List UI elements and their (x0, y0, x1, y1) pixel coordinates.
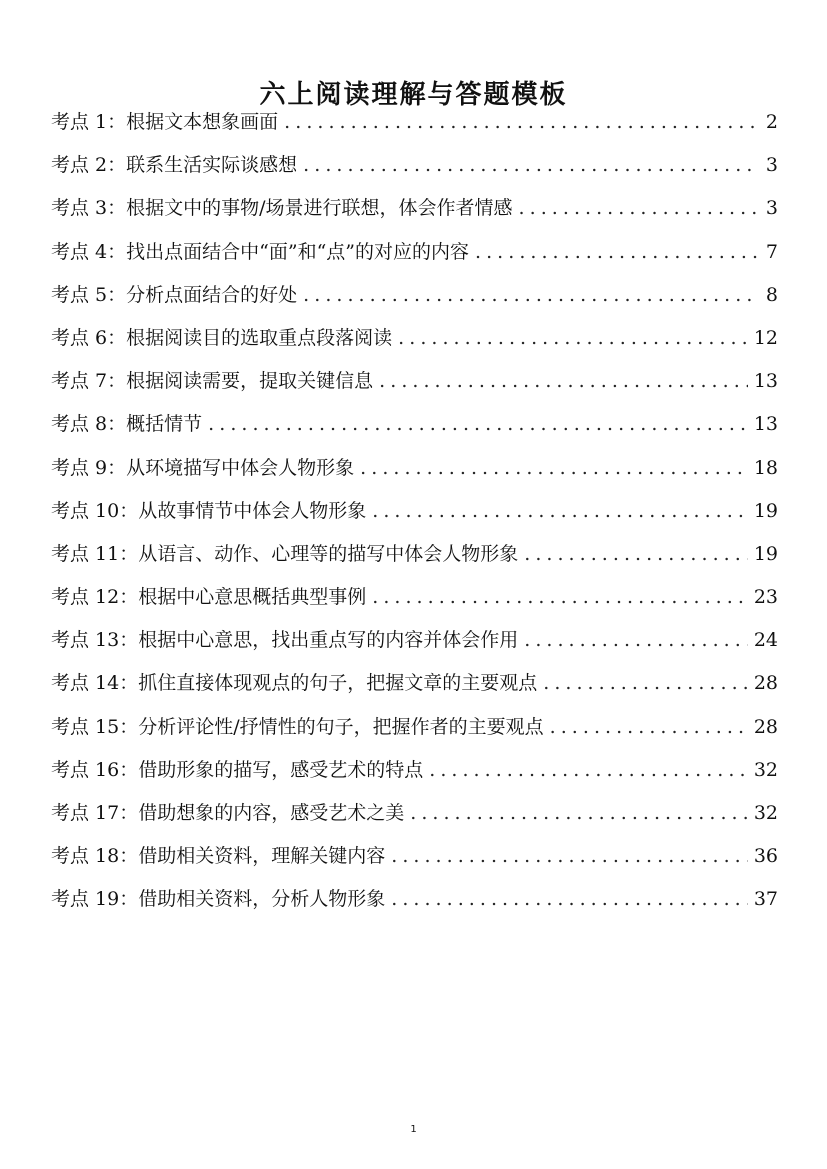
toc-entry-page: 7 (765, 240, 778, 263)
page-title: 六上阅读理解与答题模板 (259, 80, 568, 111)
toc-dot-leader (372, 492, 748, 530)
toc-dot-leader (372, 578, 748, 616)
toc-entry-title: 根据文本想象画面 (126, 111, 279, 133)
toc-entry-label: 考点 11： (51, 542, 139, 565)
toc-entry-label: 考点 16： (51, 758, 139, 781)
toc-entry-page: 24 (753, 629, 778, 652)
toc-entry-page: 13 (753, 370, 778, 393)
toc-entry-title: 分析评论性/抒情性的句子，把握作者的主要观点 (138, 715, 544, 738)
toc-dot-leader (543, 664, 748, 702)
toc-entry-title: 抓住直接体现观点的句子，把握文章的主要观点 (138, 672, 538, 695)
toc-dot-leader (429, 751, 748, 789)
toc-entry[interactable] (51, 751, 778, 794)
toc-dot-leader (303, 146, 758, 184)
page-number: 1 (410, 1124, 417, 1135)
toc-dot-leader (524, 535, 748, 573)
toc-entry[interactable] (51, 362, 778, 405)
toc-entry-label: 考点 13： (51, 629, 139, 652)
toc-entry-page: 12 (753, 326, 778, 349)
toc-entry-page: 32 (753, 758, 778, 781)
toc-entry-title: 根据阅读目的选取重点段落阅读 (126, 326, 393, 349)
toc-entry[interactable] (51, 621, 778, 664)
toc-entry-label: 考点 1： (51, 111, 127, 133)
toc-entry[interactable] (51, 880, 778, 923)
toc-entry-label: 考点 7： (51, 370, 127, 393)
toc-dot-leader (360, 449, 748, 487)
toc-entry-title: 找出点面结合中“面”和“点”的对应的内容 (126, 240, 469, 263)
toc-dot-leader (524, 621, 748, 659)
toc-entry-label: 考点 14： (51, 672, 139, 695)
toc-entry-label: 考点 19： (51, 888, 139, 911)
toc-dot-leader (391, 837, 748, 875)
toc-entry-label: 考点 18： (51, 845, 139, 868)
toc-entry-title: 根据文中的事物/场景进行联想，体会作者情感 (126, 197, 513, 220)
toc-entry-page: 3 (765, 154, 778, 177)
toc-entry-label: 考点 4： (51, 240, 127, 263)
toc-entry-page: 18 (753, 456, 778, 479)
toc-entry-page: 37 (753, 888, 778, 911)
toc-entry[interactable] (51, 492, 778, 535)
toc-entry-page: 8 (765, 283, 778, 306)
toc-entry[interactable] (51, 708, 778, 751)
toc-dot-leader (398, 319, 748, 357)
toc-entry[interactable] (51, 103, 778, 146)
toc-dot-leader (519, 189, 758, 227)
toc-entry[interactable] (51, 146, 778, 189)
toc-entry-page: 3 (765, 197, 778, 220)
toc-entry[interactable] (51, 578, 778, 621)
toc-dot-leader (475, 233, 758, 271)
toc-entry-page: 23 (753, 586, 778, 609)
toc-entry-page: 28 (753, 715, 778, 738)
toc-entry-label: 考点 15： (51, 715, 139, 738)
toc-entry[interactable] (51, 664, 778, 707)
toc-entry-title: 借助相关资料，理解关键内容 (138, 845, 386, 868)
toc-entry-title: 根据中心意思概括典型事例 (138, 586, 367, 609)
toc-entry-page: 13 (753, 413, 778, 436)
toc-entry-label: 考点 8： (51, 413, 127, 436)
toc-entry-title: 借助想象的内容，感受艺术之美 (138, 802, 405, 824)
toc-entry[interactable] (51, 794, 778, 837)
toc-dot-leader (379, 362, 748, 400)
toc-entry[interactable] (51, 535, 778, 578)
toc-dot-leader (303, 276, 758, 314)
toc-entry[interactable] (51, 233, 778, 276)
toc-entry-title: 借助形象的描写，感受艺术的特点 (138, 758, 424, 781)
toc-entry-page: 19 (753, 542, 778, 565)
toc-entry[interactable] (51, 837, 778, 880)
toc-entry[interactable] (51, 319, 778, 362)
toc-entry-title: 从语言、动作、心理等的描写中体会人物形象 (138, 542, 519, 565)
toc-entry-label: 考点 6： (51, 326, 127, 349)
toc-entry-title: 根据阅读需要，提取关键信息 (126, 370, 374, 393)
toc-entry-label: 考点 12： (51, 586, 139, 609)
toc-entry-label: 考点 3： (51, 197, 127, 220)
toc-entry-label: 考点 10： (51, 499, 139, 522)
toc-entry-page: 2 (765, 111, 778, 133)
toc-dot-leader (284, 103, 758, 141)
toc-entry-page: 19 (753, 499, 778, 522)
toc-entry-title: 联系生活实际谈感想 (126, 154, 298, 177)
toc-entry[interactable] (51, 405, 778, 448)
toc-dot-leader (391, 880, 748, 918)
toc-entry-page: 28 (753, 672, 778, 695)
toc-entry-title: 概括情节 (126, 413, 203, 436)
toc-entry-title: 从环境描写中体会人物形象 (126, 456, 355, 479)
toc-entry[interactable] (51, 276, 778, 319)
toc-dot-leader (550, 708, 748, 746)
toc-entry-title: 从故事情节中体会人物形象 (138, 499, 367, 522)
toc-entry[interactable] (51, 449, 778, 492)
toc-dot-leader (410, 794, 748, 832)
toc-entry-title: 根据中心意思，找出重点写的内容并体会作用 (138, 629, 519, 652)
toc-entry-title: 借助相关资料，分析人物形象 (138, 888, 386, 911)
toc-entry-label: 考点 9： (51, 456, 127, 479)
toc-entry-page: 32 (753, 802, 778, 824)
table-of-contents (51, 103, 778, 924)
toc-dot-leader (208, 405, 748, 443)
toc-entry[interactable] (51, 189, 778, 232)
toc-entry-label: 考点 17： (51, 802, 139, 824)
toc-entry-page: 36 (753, 845, 778, 868)
toc-entry-label: 考点 5： (51, 283, 127, 306)
toc-entry-title: 分析点面结合的好处 (126, 283, 298, 306)
toc-entry-label: 考点 2： (51, 154, 127, 177)
